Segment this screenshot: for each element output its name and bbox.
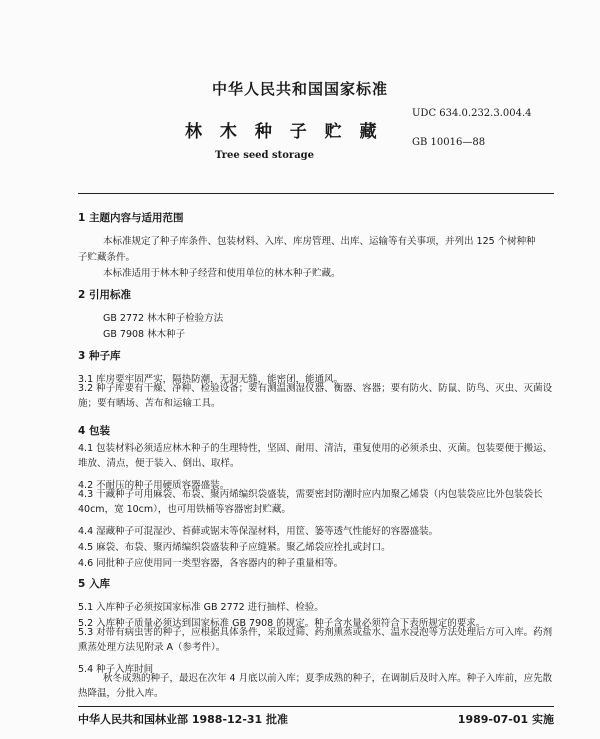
clause-5-3: 5.3 对带有病虫害的种子，应根据具体条件，采取过筛、药剂熏蒸或盐水、温水浸泡等方法处理后方可入库。药剂熏蒸处理方法见附录 A（参考件）。 (78, 627, 553, 653)
section-1-para-1b: 子贮藏条件。 (78, 252, 136, 263)
clause-4-1: 4.1 包装材料必须适应林木种子的生理特性，坚固、耐用、清洁，重复使用的必须杀虫、灭菌。包装要便于搬运、堆放、清点，便于装入、倒出、取样。 (78, 443, 553, 469)
clause-4-6: 4.6 同批种子应使用同一类型容器，各容器内的种子重量相等。 (78, 558, 344, 569)
section-1-para-1a: 本标准规定了种子库条件、包装材料、入库、库房管理、出库、运输等有关事项，并列出 125 个树种种 (103, 236, 536, 247)
clause-3-2: 3.2 种子库要有干燥、净种、检验设备；要有测温测湿仪器、衡器、容器；要有防火、防鼠、防鸟、灭虫、灭菌设施；要有晒场、苫布和运输工具。 (78, 383, 553, 409)
clause-4-5: 4.5 麻袋、布袋、聚丙烯编织袋盛装种子应缝紧。聚乙烯袋应拴扎或封口。 (78, 542, 391, 553)
clause-4-3: 4.3 干藏种子可用麻袋、布袋、聚丙烯编织袋盛装，需要密封防潮时应内加聚乙烯袋（内包装袋应比外包装袋长 40cm，宽 10cm），也可用铁桶等容器密封贮藏。 (78, 489, 543, 515)
document-title-english: Tree seed storage (215, 150, 315, 161)
footer-divider (78, 706, 554, 707)
implementation-date: 1989-07-01 实施 (457, 713, 554, 726)
reference-gb7908: GB 7908 林木种子 (103, 329, 186, 340)
clause-4-2: 4.2 不耐压的种子用硬质容器盛装。 (78, 480, 230, 491)
section-3-heading: 3 种子库 (78, 350, 121, 362)
clause-3-1: 3.1 库房要牢固严实，隔热防潮，无洞无缝，能密闭，能通风。 (78, 374, 344, 385)
standard-org-title: 中华人民共和国国家标准 (211, 80, 388, 98)
section-2-heading: 2 引用标准 (78, 289, 131, 301)
clause-5-4-para: 秋冬成熟的种子，最迟在次年 4 月底以前入库；夏季成熟的种子，在调制后及时入库。种子入库前，应先散热降温，分批入库。 (78, 673, 553, 699)
udc-code: UDC 634.0.232.3.004.4 (412, 108, 532, 119)
clause-5-2: 5.2 入库种子质量必须达到国家标准 GB 7908 的规定。种子含水量必须符合下表所规定的要求。 (78, 618, 486, 629)
clause-5-4: 5.4 种子入库时间 (78, 664, 154, 675)
section-4-heading: 4 包装 (78, 425, 110, 437)
header-divider (78, 193, 554, 194)
approval-line: 中华人民共和国林业部 1988-12-31 批准 (78, 713, 289, 726)
section-1-para-2: 本标准适用于林木种子经营和使用单位的林木种子贮藏。 (103, 268, 341, 279)
clause-5-1: 5.1 入库种子必须按国家标准 GB 2772 进行抽样、检验。 (78, 602, 324, 613)
section-5-heading: 5 入库 (78, 578, 110, 590)
clause-4-4: 4.4 湿藏种子可混湿沙、苔藓或锯末等保湿材料，用筐、篓等透气性能好的容器盛装。 (78, 526, 439, 537)
reference-gb2772: GB 2772 林木种子检验方法 (103, 313, 224, 324)
document-title: 林 木 种 子 贮 藏 (185, 122, 383, 142)
section-1-heading: 1 主题内容与适用范围 (78, 212, 184, 224)
gb-code: GB 10016—88 (412, 137, 486, 148)
